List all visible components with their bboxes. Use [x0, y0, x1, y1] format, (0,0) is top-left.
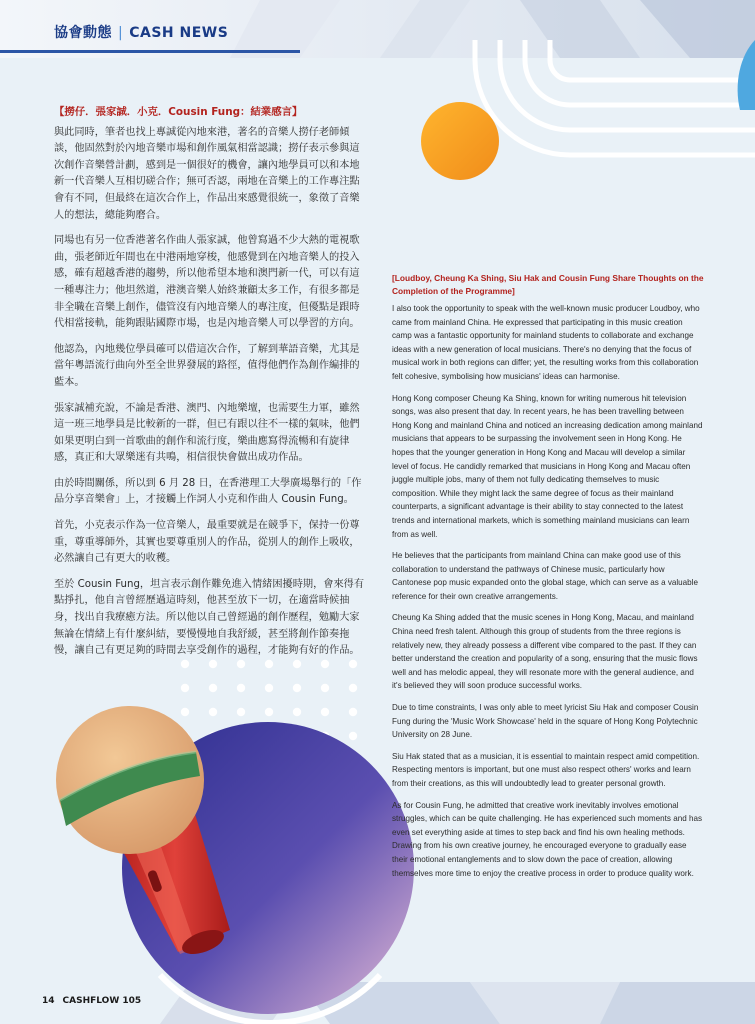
article-heading-en: [Loudboy, Cheung Ka Shing, Siu Hak and Cousin Fung Share Thoughts on the Completion of the Programme]	[392, 273, 704, 296]
paragraph-en: As for Cousin Fung, he admitted that creative work inevitably involves emotional struggles, which can be quite challenging. He has experienced such moments and has even set everything aside at times to step back and find his own healing methods. Drawing from his own creative journey, he encouraged everyone to gradually ease their emotional entanglements and to slow down the pace of creation, allowing themselves more time to enjoy the creative process in order to produce quality work.	[392, 800, 702, 878]
paragraph-zh: 同場也有另一位香港著名作曲人張家誠，他曾寫過不少大熱的電視歌曲，張老師近年間也在中港兩地穿梭，他感覺到在內地音樂人的投入感，確有超越香港的趨勢，所以他希望本地和澳門新一代，可以有這一種專注力；他坦然道，港澳音樂人始終兼顧太多工作，有很多都是非全職在音樂上創作，儘管沒有內地音樂人的專注度，但優點是跟時代相當接軌，能夠跟貼國際市場，也是內地音樂人可以學習的方向。	[54, 235, 360, 330]
paragraph-zh: 由於時間關係，所以到 6 月 28 日，在香港理工大學廣場舉行的「作品分享音樂會」上，才接觸上作詞人小克和作曲人 Cousin Fung。	[54, 477, 362, 506]
paragraph-zh: 首先，小克表示作為一位音樂人，最重要就是在競爭下，保持一份尊重，尊重導師外，其實也要尊重別人的作品，從別人的創作上吸收，必然讓自己有更大的收穫。	[54, 520, 360, 565]
page-footer	[42, 996, 141, 1006]
magazine-name: CASHFLOW 105	[62, 996, 142, 1006]
paragraph-zh: 與此同時，筆者也找上專誠從內地來港，著名的音樂人撈仔老師傾談，他固然對於內地音樂市場和創作風氣相當認識；撈仔表示參與這次創作音樂營計劃，感到是一個很好的機會，讓內地學員可以和本地新一代音樂人互相切磋合作；無可否認，兩地在音樂上的工作專注點會有不同，但最終在這次合作上，作品出來感覺很統一，象徵了音樂人的想法，總能夠磨合。	[54, 126, 360, 221]
article-heading-zh: 【撈仔．張家誠．小克．Cousin Fung：結業感言】	[54, 106, 303, 118]
section-title-en: CASH NEWS	[129, 25, 229, 41]
paragraph-en: He believes that the participants from mainland China can make good use of this collaboration to understand the pathways of Chinese music, particularly how Cantonese pop music expanded onto the global stage, which can serve as a valuable reference for their own creative arrangements.	[392, 551, 698, 601]
section-title	[54, 22, 228, 42]
paragraph-en: I also took the opportunity to speak with the well-known music producer Loudboy, who came from mainland China. He expressed that participating in this music creation camp was a fantastic opportunity for mainland students to collaborate and exchange ideas with a new generation of local musicians. There's no denying that the focus of musical work in both regions can differ; yet, the resulting works from this collaboration felt cohesive, symbolising how musicians' ideas can harmonise.	[392, 304, 700, 381]
title-separator: |	[118, 25, 124, 41]
paragraph-en: Due to time constraints, I was only able to meet lyricist Siu Hak and composer Cousin Fung during the 'Music Work Showcase' held in the square of Hong Kong Polytechnic University on 28 June.	[392, 703, 699, 740]
article-english	[392, 272, 704, 888]
paragraph-zh: 至於 Cousin Fung，坦言表示創作難免進入情緒困擾時期，會來得有點掙扎，他自言曾經歷過這時刻，他甚至放下一切，在適當時候抽身，找出自我療癒方法。所以他以自己曾經過的創作歷程，勉勵大家無論在情緒上有什麼糾結，要慢慢地自我舒緩，甚至將創作節奏拖慢，讓自己有更足夠的時間去享受創作的過程，才能夠有好的作品。	[54, 578, 365, 657]
page-header	[0, 0, 755, 58]
paragraph-en: Cheung Ka Shing added that the music scenes in Hong Kong, Macau, and mainland China need fresh talent. Although this group of students from the three regions is relatively new, they already possess a different vibe compared to the past. If they can better understand the creation and popularity of a song, ensuring that the music flows well and has melodic appeal, they will resonate more with the general audience, and it's believed they will soon produce successful works.	[392, 613, 698, 691]
page-number: 14	[42, 996, 55, 1006]
section-title-zh: 協會動態	[54, 25, 112, 41]
paragraph-zh: 張家誠補充說，不論是香港、澳門、內地樂壇，也需要生力軍，雖然這一班三地學員是比較新的一群，但已有跟以往不一樣的氣味，他們如果更明白到一首歌曲的創作和流行度，樂曲應寫得流暢和有旋律感，真正和大眾樂迷有共鳴，相信很快會做出成功作品。	[54, 402, 360, 464]
orange-sun	[421, 102, 499, 180]
paragraph-zh: 他認為，內地幾位學員確可以借這次合作，了解到華語音樂，尤其是當年粵語流行曲向外至全世界發展的路徑，值得他們作為創作編排的藍本。	[54, 343, 360, 388]
article-chinese	[54, 104, 366, 669]
paragraph-en: Hong Kong composer Cheung Ka Shing, known for writing numerous hit television songs, was also present that day. In recent years, he has been travelling between Hong Kong and mainland China and noticed an increasing dedication among mainland musicians that appears to be surpassing the involvement seen in Hong Kong. He hopes that the younger generation in Hong Kong and Macau will develop a similar level of focus. He candidly remarked that musicians in Hong Kong and Macau often juggle multiple jobs, many of them not fully dedicating themselves to music composition. While they might lack the same degree of focus as their mainland counterparts, a significant advantage is their ability to stay connected to the latest trends and international markets, which is something mainland musicians can learn from as well.	[392, 393, 703, 539]
paragraph-en: Siu Hak stated that as a musician, it is essential to maintain respect amid competition. Respecting mentors is important, but one must also respect others' works and learn from their creations, as this will undoubtedly lead to greater personal growth.	[392, 751, 700, 788]
